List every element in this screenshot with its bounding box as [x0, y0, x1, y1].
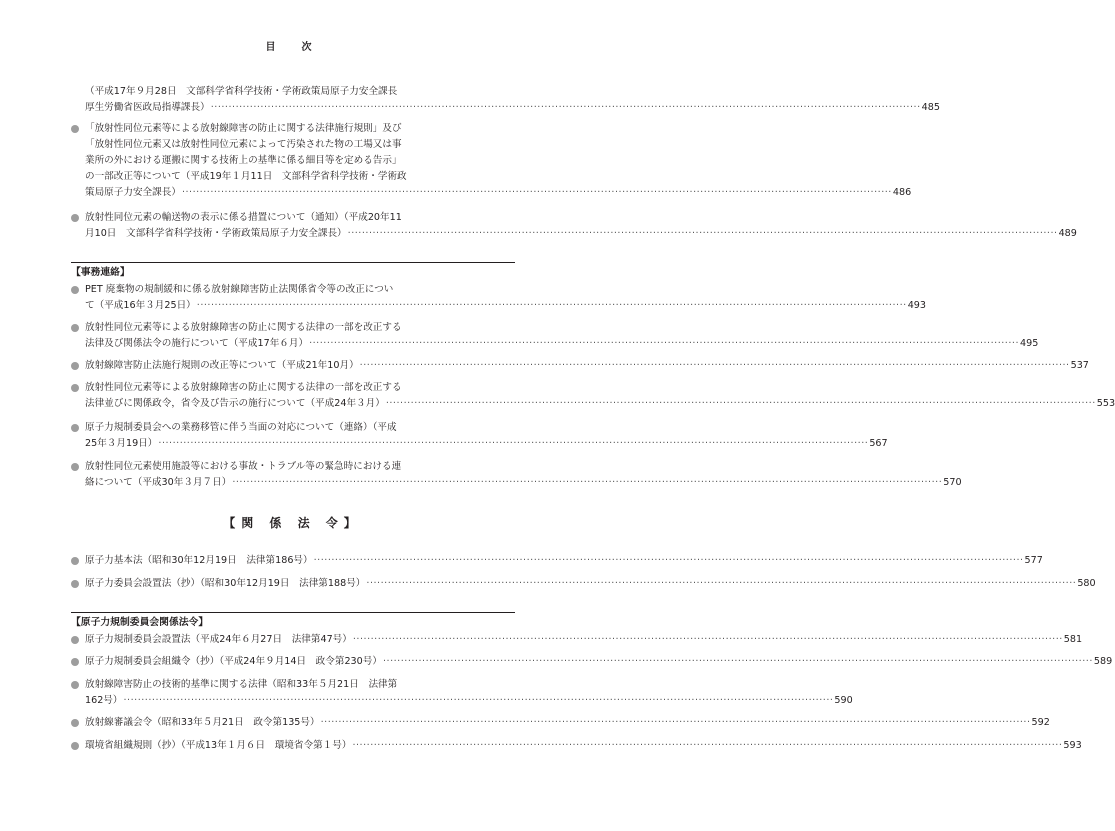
- page-number: 590: [834, 695, 853, 706]
- toc-entry: [71, 677, 853, 709]
- page-number: 581: [1063, 634, 1083, 645]
- toc-entry-text-line: 放射線障害防止法施行規則の改正等について（平成21年10月）: [85, 360, 359, 371]
- toc-entry-last-line: [71, 654, 1113, 670]
- toc-entry-last-line: [71, 693, 853, 709]
- toc-entry-last-line: [71, 226, 1077, 242]
- toc-entry: [71, 84, 940, 116]
- toc-entry-text-line: の一部改正等について（平成19年１月11日 文部科学省科学技術・学術政: [85, 171, 407, 182]
- leader-dots: ········································································································································································································: [347, 228, 1058, 239]
- toc-entry-last-line: [71, 358, 1089, 374]
- page-number: 489: [1058, 228, 1077, 239]
- page-number: 580: [1077, 578, 1096, 589]
- toc-entry-text-line: 放射線審議会令（昭和33年５月21日 政令第135号）: [85, 717, 320, 728]
- bullet-icon: [71, 681, 79, 689]
- toc-entry: [71, 210, 1077, 242]
- page-number: 567: [869, 438, 888, 449]
- bullet-icon: [71, 214, 79, 222]
- toc-entry: [71, 553, 1043, 569]
- toc-entry-text-line: 放射性同位元素使用施設等における事故・トラブル等の緊急時における連: [85, 461, 402, 472]
- toc-entry: [71, 654, 1113, 670]
- toc-entry: [71, 738, 1082, 754]
- toc-entry-text-line: 放射性同位元素等による放射線障害の防止に関する法律の一部を改正する: [85, 322, 402, 333]
- toc-entry: [71, 320, 1039, 352]
- toc-entry-last-line: [71, 185, 912, 201]
- bullet-icon: [71, 362, 79, 370]
- toc-entry-text-line: て（平成16年３月25日）: [85, 300, 196, 311]
- page-title: 目 次: [265, 42, 320, 53]
- leader-dots: ········································································································································································································: [366, 578, 1077, 589]
- toc-entry: [71, 576, 1096, 592]
- page-number: 553: [1096, 398, 1115, 409]
- leader-dots: ········································································································································································································: [313, 555, 1024, 566]
- toc-entry-text-line: 策局原子力安全課長）: [85, 187, 181, 198]
- toc-entry-last-line: [71, 553, 1043, 569]
- toc-entry-last-line: [71, 632, 1083, 648]
- page-number: 495: [1020, 338, 1039, 349]
- leader-dots: ········································································································································································································: [309, 338, 1019, 349]
- leader-dots: ········································································································································································································: [181, 187, 892, 198]
- leader-dots: ········································································································································································································: [385, 398, 1096, 409]
- bullet-icon: [71, 742, 79, 750]
- bullet-icon: [71, 125, 79, 133]
- toc-entry-text-line: 月10日 文部科学省科学技術・学術政策局原子力安全課長）: [85, 228, 347, 239]
- toc-entry-text-line: 放射性同位元素等による放射線障害の防止に関する法律の一部を改正する: [85, 382, 402, 393]
- page-number: 486: [892, 187, 912, 198]
- section-rule: [71, 262, 515, 263]
- page-number: 485: [921, 102, 940, 113]
- bullet-icon: [71, 580, 79, 588]
- toc-entry-text-line: 放射線障害防止の技術的基準に関する法律（昭和33年５月21日 法律第: [85, 679, 398, 690]
- toc-entry: [71, 420, 888, 452]
- toc-entry: [71, 358, 1089, 374]
- page-number: 593: [1063, 740, 1082, 751]
- toc-entry: [71, 459, 962, 491]
- toc-entry-last-line: [71, 336, 1039, 352]
- toc-entry-text-line: 厚生労働省医政局指導課長）: [85, 102, 210, 113]
- toc-entry-text-line: 原子力規制委員会設置法（平成24年６月27日 法律第47号）: [85, 634, 352, 645]
- page-number: 537: [1070, 360, 1089, 371]
- bullet-icon: [71, 636, 79, 644]
- page-number: 589: [1093, 656, 1113, 667]
- section-rule: [71, 612, 515, 613]
- page-number: 577: [1024, 555, 1043, 566]
- section-heading-kisei-iinkai: 【原子力規制委員会関係法令】: [71, 617, 209, 628]
- toc-entry-last-line: [71, 396, 1115, 412]
- toc-entry-last-line: [71, 715, 1050, 731]
- toc-entry: [71, 632, 1083, 648]
- toc-entry: [71, 380, 1115, 412]
- leader-dots: ········································································································································································································: [359, 360, 1070, 371]
- toc-entry-text-line: （平成17年９月28日 文部科学省科学技術・学術政策局原子力安全課長: [85, 86, 398, 97]
- toc-entry: [71, 121, 912, 201]
- bullet-icon: [71, 324, 79, 332]
- leader-dots: ········································································································································································································: [123, 695, 834, 706]
- toc-entry-last-line: [71, 475, 962, 491]
- toc-entry-text-line: 原子力規制委員会組織令（抄）（平成24年９月14日 政令第230号）: [85, 656, 382, 667]
- bullet-icon: [71, 658, 79, 666]
- page-number: 493: [907, 300, 926, 311]
- page-number: 570: [943, 477, 962, 488]
- toc-entry-last-line: [71, 738, 1082, 754]
- toc-entry-text-line: 「放射性同位元素等による放射線障害の防止に関する法律施行規則」及び: [85, 123, 402, 134]
- bullet-icon: [71, 384, 79, 392]
- section-heading-jimu-renraku: 【事務連絡】: [71, 267, 130, 278]
- leader-dots: ········································································································································································································: [352, 740, 1063, 751]
- toc-entry-text-line: 原子力基本法（昭和30年12月19日 法律第186号）: [85, 555, 313, 566]
- toc-entry-text-line: 162号）: [85, 695, 123, 706]
- toc-entry-last-line: [71, 436, 888, 452]
- toc-entry-text-line: 25年３月19日）: [85, 438, 158, 449]
- leader-dots: ········································································································································································································: [320, 717, 1031, 728]
- bullet-icon: [71, 424, 79, 432]
- bullet-icon: [71, 719, 79, 727]
- toc-entry-text-line: 「放射性同位元素又は放射性同位元素によって汚染された物の工場又は事: [85, 139, 402, 150]
- toc-entry-text-line: 絡について（平成30年３月７日）: [85, 477, 232, 488]
- leader-dots: ········································································································································································································: [352, 634, 1063, 645]
- toc-entry-text-line: 法律並びに関係政令，省令及び告示の施行について（平成24年３月）: [85, 398, 385, 409]
- bullet-icon: [71, 286, 79, 294]
- bullet-icon: [71, 463, 79, 471]
- toc-entry-last-line: [71, 100, 940, 116]
- toc-entry-text-line: 原子力規制委員会への業務移管に伴う当面の対応について（連絡）（平成: [85, 422, 397, 433]
- toc-entry: [71, 282, 926, 314]
- toc-entry-text-line: 法律及び関係法令の施行について（平成17年６月）: [85, 338, 309, 349]
- toc-entry-text-line: PET 廃棄物の規制緩和に係る放射線障害防止法関係省令等の改正につい: [85, 284, 394, 295]
- page-number: 592: [1031, 717, 1050, 728]
- leader-dots: ········································································································································································································: [210, 102, 921, 113]
- toc-entry: [71, 715, 1050, 731]
- leader-dots: ········································································································································································································: [382, 656, 1093, 667]
- toc-entry-last-line: [71, 576, 1096, 592]
- leader-dots: ········································································································································································································: [196, 300, 907, 311]
- toc-entry-text-line: 原子力委員会設置法（抄）（昭和30年12月19日 法律第188号）: [85, 578, 366, 589]
- leader-dots: ········································································································································································································: [232, 477, 943, 488]
- heading-kankei-horei: 【関 係 法 令】: [223, 516, 362, 530]
- toc-entry-text-line: 業所の外における運搬に関する技術上の基準に係る細目等を定める告示」: [85, 155, 402, 166]
- bullet-icon: [71, 557, 79, 565]
- toc-entry-last-line: [71, 298, 926, 314]
- toc-entry-text-line: 環境省組織規則（抄）（平成13年１月６日 環境省令第１号）: [85, 740, 352, 751]
- toc-entry-text-line: 放射性同位元素の輸送物の表示に係る措置について（通知）（平成20年11: [85, 212, 402, 223]
- leader-dots: ········································································································································································································: [158, 438, 869, 449]
